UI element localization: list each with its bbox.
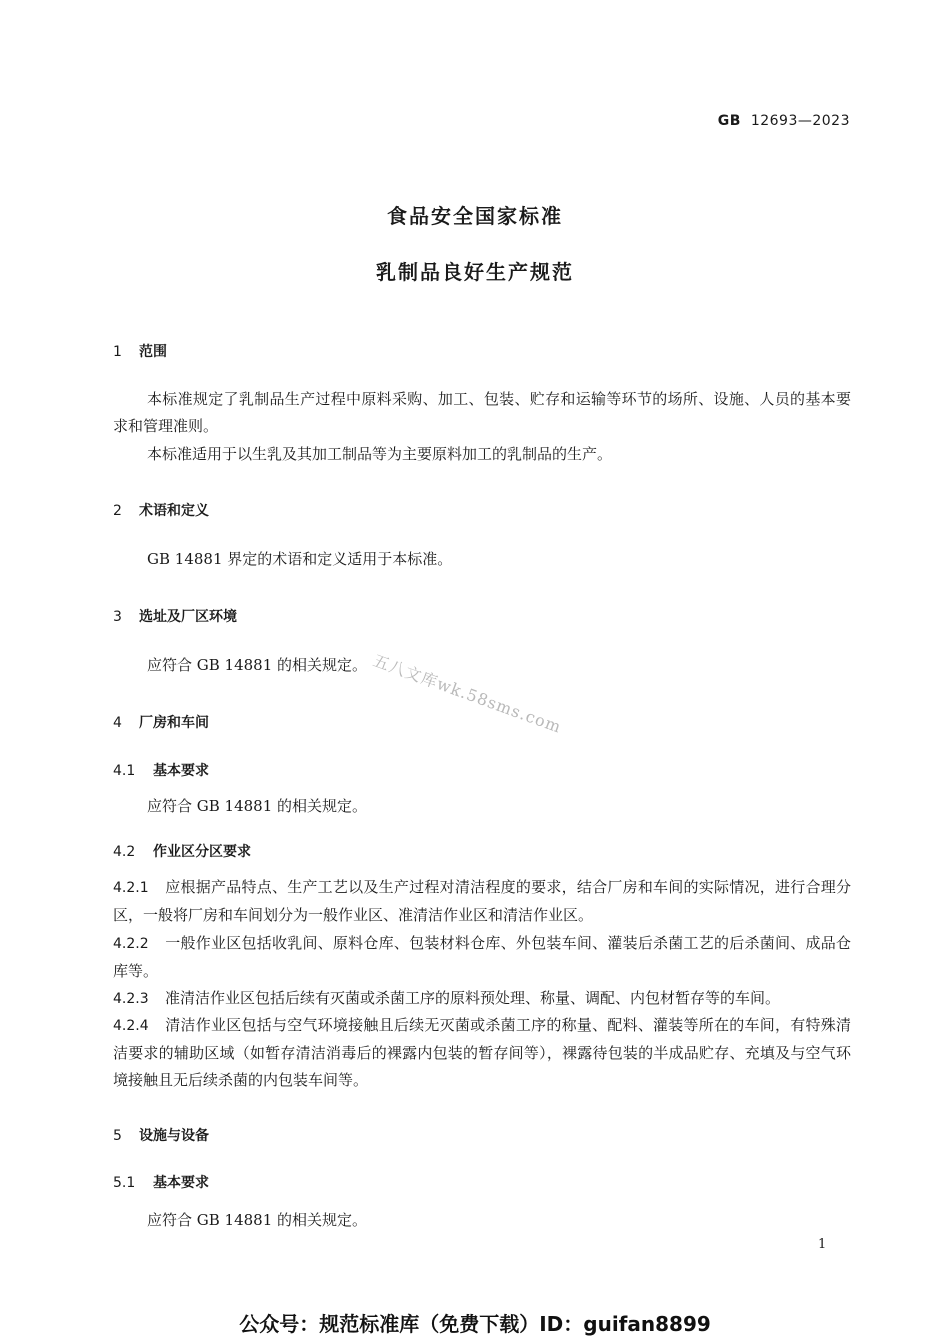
section-title: 范围	[139, 344, 167, 360]
section-number: 5	[113, 1128, 122, 1144]
section-number: 3	[113, 609, 122, 625]
section-title: 设施与设备	[139, 1128, 209, 1144]
section-title: 术语和定义	[139, 503, 209, 519]
section-5-heading	[113, 1125, 209, 1145]
section-number: 4	[113, 715, 122, 731]
section-4-1-paragraph-1: 应符合 GB 14881 的相关规定。	[147, 797, 368, 815]
clause-number: 4.2.4	[113, 1018, 149, 1034]
clause-text: 一般作业区包括收乳间、原料仓库、包装材料仓库、外包装车间、灌装后杀菌工艺的后杀菌间、成品仓库等。	[113, 934, 851, 980]
section-number: 5.1	[113, 1175, 136, 1191]
section-3-heading	[113, 606, 237, 626]
standard-number: 12693—2023	[750, 113, 850, 129]
clause-text: 清洁作业区包括与空气环境接触且后续无灭菌或杀菌工序的称量、配料、灌装等所在的车间，有特殊清洁要求的辅助区域（如暂存清洁消毒后的裸露内包装的暂存间等），裸露待包装的半成品贮存、充填及与空气环境接触且无后续杀菌的内包装车间等。	[113, 1016, 851, 1089]
section-1-paragraph-1: 本标准规定了乳制品生产过程中原料采购、加工、包装、贮存和运输等环节的场所、设施、人员的基本要求和管理准则。	[113, 390, 851, 435]
section-4-2-heading	[113, 841, 251, 861]
page-number: 1	[818, 1237, 827, 1252]
section-1-heading	[113, 341, 167, 361]
section-2-paragraph-1: GB 14881 界定的术语和定义适用于本标准。	[147, 550, 453, 568]
section-5-1-paragraph-1: 应符合 GB 14881 的相关规定。	[147, 1211, 368, 1229]
section-number: 2	[113, 503, 122, 519]
clause-text: 应根据产品特点、生产工艺以及生产过程对清洁程度的要求，结合厂房和车间的实际情况，进行合理分区，一般将厂房和车间划分为一般作业区、准清洁作业区和清洁作业区。	[113, 878, 851, 924]
section-title: 作业区分区要求	[153, 844, 251, 860]
section-2-heading	[113, 500, 209, 520]
section-title: 选址及厂区环境	[139, 609, 237, 625]
clause-4-2-2	[113, 930, 851, 985]
clause-4-2-1	[113, 874, 851, 929]
section-number: 1	[113, 344, 122, 360]
section-3-paragraph-1: 应符合 GB 14881 的相关规定。	[147, 656, 368, 674]
section-title: 基本要求	[153, 763, 209, 779]
clause-number: 4.2.3	[113, 991, 149, 1007]
clause-4-2-4	[113, 1012, 851, 1094]
document-title-line2: 乳制品良好生产规范	[376, 260, 574, 284]
section-title: 基本要求	[153, 1175, 209, 1191]
section-5-1-heading	[113, 1172, 209, 1192]
clause-number: 4.2.1	[113, 880, 149, 896]
section-4-1-heading	[113, 760, 209, 780]
section-title: 厂房和车间	[139, 715, 209, 731]
section-number: 4.1	[113, 763, 136, 779]
section-4-heading	[113, 712, 209, 732]
clause-number: 4.2.2	[113, 936, 149, 952]
footer-banner: 公众号：规范标准库（免费下载）ID：guifan8899	[239, 1312, 711, 1336]
section-number: 4.2	[113, 844, 136, 860]
section-1-paragraph-2: 本标准适用于以生乳及其加工制品等为主要原料加工的乳制品的生产。	[147, 445, 613, 463]
standard-prefix: GB	[717, 113, 741, 129]
clause-text: 准清洁作业区包括后续有灭菌或杀菌工序的原料预处理、称量、调配、内包材暂存等的车间。	[165, 989, 781, 1007]
watermark: 五八文库wk.58sms.com	[370, 650, 565, 737]
clause-4-2-3	[113, 985, 851, 1013]
standard-code	[718, 113, 850, 129]
document-title-line1: 食品安全国家标准	[387, 204, 563, 228]
